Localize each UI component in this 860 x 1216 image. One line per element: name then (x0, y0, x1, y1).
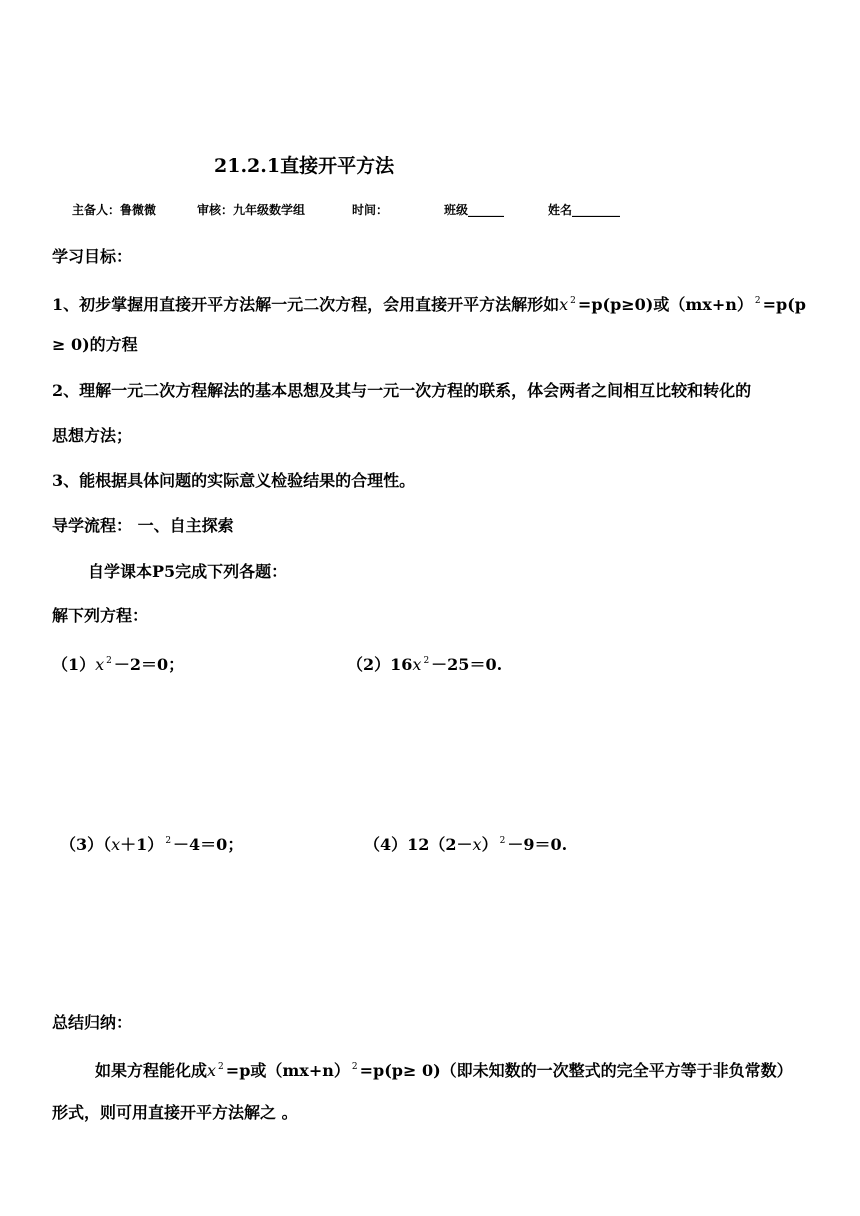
objective-3: 3、能根据具体问题的实际意义检验结果的合理性。 (52, 471, 416, 490)
exercise-3-rest: －4＝0； (173, 835, 244, 854)
page-title: 21.2.1直接开平方法 (214, 155, 395, 177)
exercise-3 (60, 831, 243, 855)
exercise-2 (347, 651, 502, 675)
solve-heading: 解下列方程： (52, 606, 149, 625)
exercise-1-variable: x (95, 655, 105, 674)
summary-line2: 形式，则可用直接开平方法解之 。 (52, 1103, 298, 1122)
exercise-2-number: （2）16 (347, 655, 413, 674)
exercise-4 (364, 831, 567, 855)
exercise-4-number: （4）12（2－ (364, 835, 473, 854)
exercise-1-number: （1） (52, 655, 96, 674)
exercise-3-variable: x (111, 835, 121, 854)
summary-text-b: =p或（mx+n） (225, 1061, 350, 1080)
class-field: 班级______ (444, 203, 505, 217)
objectives-heading: 学习目标： (52, 247, 133, 266)
summary-text-c: =p(p≥ 0)（即未知数的一次整式的完全平方等于非负常数） (359, 1061, 793, 1080)
exercise-1 (52, 651, 184, 675)
objective-1-line2: ≥ 0)的方程 (52, 335, 138, 354)
exercise-2-rest: －25＝0. (431, 655, 503, 674)
name-field: 姓名________ (548, 203, 621, 217)
summary-variable: x (207, 1061, 217, 1080)
preparer-label: 主备人：鲁微微 (72, 203, 157, 217)
exercise-4-exponent: 2 (499, 836, 506, 846)
exercise-3-number: （3）（ (60, 835, 112, 854)
exercise-1-rest: －2＝0； (113, 655, 185, 674)
exercise-2-variable: x (412, 655, 422, 674)
objective-2-line1: 2、理解一元二次方程解法的基本思想及其与一元一次方程的联系，体会两者之间相互比较和转化的 (52, 381, 752, 400)
summary-heading: 总结归纳： (52, 1013, 133, 1032)
objective-1-text-b: =p(p≥0)或（mx+n） (577, 295, 753, 314)
reviewer-label: 审核：九年级数学组 (197, 203, 306, 217)
exercise-3-mid: ＋1） (120, 835, 164, 854)
exercise-1-exponent: 2 (106, 656, 112, 666)
exercise-4-variable: x (472, 835, 482, 854)
exercise-3-exponent: 2 (165, 836, 172, 846)
exercise-4-rest: －9＝0. (507, 835, 568, 854)
objective-1-line1 (52, 291, 806, 315)
objective-1-exponent-2: 2 (754, 296, 761, 306)
objective-1-text-c: =p(p (762, 295, 806, 314)
summary-exponent: 2 (218, 1062, 224, 1072)
objective-2-line2: 思想方法； (52, 426, 133, 445)
objective-1-text-a: 1、初步掌握用直接开平方法解一元二次方程，会用直接开平方法解形如 (52, 295, 560, 314)
self-study-instruction: 自学课本P5完成下列各题： (88, 562, 288, 581)
flow-heading: 导学流程： 一、自主探索 (52, 516, 234, 535)
summary-text-a: 如果方程能化成 (95, 1061, 208, 1080)
objective-1-variable: x (559, 295, 569, 314)
exercise-2-exponent: 2 (423, 656, 430, 666)
objective-1-exponent: 2 (570, 296, 576, 306)
summary-line1 (95, 1057, 793, 1081)
summary-exponent-2: 2 (351, 1062, 358, 1072)
exercise-4-mid: ） (481, 835, 498, 854)
time-label: 时间： (352, 203, 389, 217)
